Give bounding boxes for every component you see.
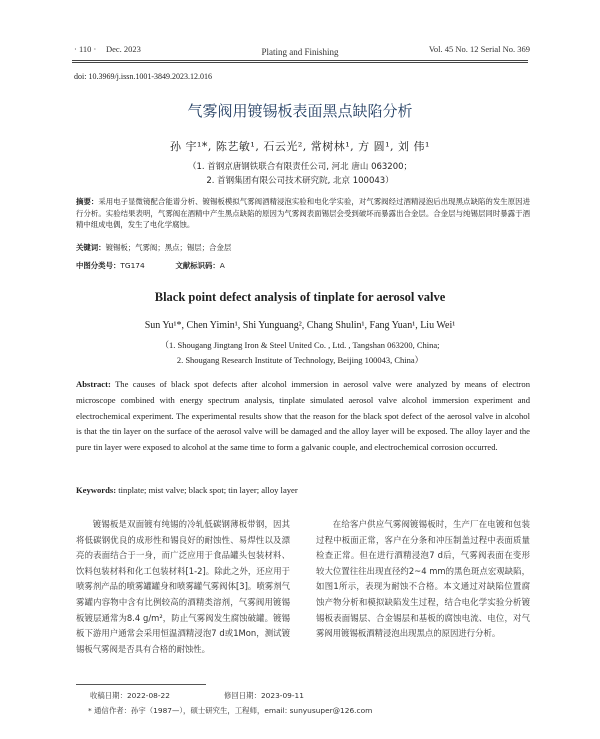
- abstract-en: [76, 377, 530, 456]
- body-column-left: [76, 517, 290, 657]
- keywords-cn: [76, 242, 231, 253]
- received-label: 收稿日期：: [90, 691, 127, 700]
- abstract-cn-label: 摘要：: [76, 197, 99, 206]
- corresponding-author: * 通信作者：孙宇（1987—），硕士研究生，工程师，email: sunyusuper@126.com: [88, 706, 373, 715]
- keywords-en-label: Keywords:: [76, 485, 117, 495]
- body-column-right: [316, 517, 530, 642]
- authors-en: Sun Yu¹*, Chen Yimin¹, Shi Yunguang², Chang Shulin¹, Fang Yuan¹, Liu Wei¹: [144, 320, 456, 331]
- clc-value: TG174: [120, 261, 145, 270]
- doi: doi: 10.3969/j.issn.1001-3849.2023.12.016: [74, 72, 213, 81]
- doc-code-value: A: [219, 261, 225, 270]
- abstract-en-label: Abstract:: [76, 379, 111, 389]
- affiliation-cn-2: 2. 首钢集团有限公司技术研究院, 北京 100043）: [206, 176, 394, 186]
- title-en: Black point defect analysis of tinplate for aerosol valve: [154, 290, 446, 304]
- footnote-rule: [76, 684, 206, 685]
- keywords-cn-text: 镀锡板；气雾阀；黑点；锡层；合金层: [105, 243, 232, 252]
- keywords-en: [76, 485, 298, 495]
- header-rule: [72, 60, 528, 61]
- doc-code-label: 文献标识码：: [175, 261, 220, 270]
- authors-cn: 孙 宇¹*, 陈艺敏¹, 石云光², 常树林¹, 方 圆¹, 刘 伟¹: [170, 140, 430, 153]
- affiliation-en-1: （1. Shougang Jingtang Iron & Steel United Co. , Ltd. , Tangshan 063200, China;: [160, 340, 440, 350]
- page-number: · 110 ·: [74, 44, 97, 54]
- revised-label: 修回日期：: [224, 691, 261, 700]
- body-left-paragraph: 镀锡板是双面镀有纯锡的冷轧低碳钢薄板带钢，因其将低碳钢优良的成形性和锡良好的耐蚀性、易焊性以及漂亮的表面结合于一身，而广泛应用于食品罐头包装材料、饮料包装材料和化工包装材料[1-2]。除此之外，还应用于喷雾剂产品的喷雾罐罐身和喷雾罐气雾阀体[3]。喷雾剂气雾罐内容物中含有比例较高的酒精类溶剂，气雾阀用镀锡板镀层通常为8.4 g/m²，防止气雾阀发生腐蚀破罐。镀锡板下游用户通常会采用恒温酒精浸泡7 d或1Mon，测试镀锡板气雾阀是否具有合格的耐蚀性。: [76, 519, 290, 654]
- issue-date: Dec. 2023: [106, 44, 141, 54]
- classification-cn: [76, 260, 225, 271]
- volume-info: Vol. 45 No. 12 Serial No. 369: [428, 44, 530, 54]
- header-rule-2: [72, 62, 528, 63]
- revised-date: [224, 690, 304, 701]
- title-cn: 气雾阀用镀锡板表面黑点缺陷分析: [187, 102, 413, 120]
- revised-value: 2023-09-11: [260, 691, 304, 700]
- body-right-paragraph: 在给客户供应气雾阀镀锡板时，生产厂在电镀和包装过程中板面正常，客户在分条和冲压制盖过程中表面质量检查正常。但在进行酒精浸泡7 d后，气雾阀表面在变形较大位置往往出现直径约2~4 mm的黑色斑点宏观缺陷，如图1所示，表现为耐蚀不合格。本文通过对缺陷位置腐蚀产物分析和模拟缺陷发生过程，结合电化学实验分析镀锡板表面锡层、合金锡层和基板的腐蚀电流、电位，对气雾阀用镀锡板酒精浸泡出现黑点的原因进行分析。: [316, 519, 530, 639]
- abstract-cn-text: 采用电子显微镜配合能谱分析、镀锡板模拟气雾阀酒精浸泡实验和电化学实验，对气雾阀经过酒精浸泡后出现黑点缺陷的发生原因进行分析。实验结果表明，气雾阀在酒精中产生黑点缺陷的原因为气雾阀表面锡层会受到破坏而暴露出合金层。合金层与纯锡层同时暴露于酒精中组成电偶，发生了电化学腐蚀。: [76, 197, 530, 229]
- keywords-cn-label: 关键词：: [76, 243, 106, 252]
- received-date: [90, 690, 170, 701]
- journal-name: Plating and Finishing: [261, 47, 339, 57]
- abstract-en-text: The causes of black spot defects after alcohol immersion in aerosol valve were analyzed by means of electron microscope combined with energy spectrum analysis, tinplate simulated aerosol valve alcohol immersion experiment and electrochemical experiment. The experimental results show that the reason for the black spot defect of the aerosol valve in alcohol is that the tin layer on the surface of the aerosol valve will be damaged and the alloy layer will be exposed. The alloy layer and the pure tin layer were exposed to alcohol at the same time to form a galvanic couple, and electrochemical corrosion occurred.: [76, 379, 530, 453]
- affiliation-en-2: 2. Shougang Research Institute of Technology, Beijing 100043, China）: [176, 355, 424, 365]
- clc-label: 中图分类号：: [76, 261, 121, 270]
- keywords-en-text: tinplate; mist valve; black spot; tin layer; alloy layer: [118, 485, 298, 495]
- received-value: 2022-08-22: [126, 691, 170, 700]
- abstract-cn: [76, 196, 530, 231]
- affiliation-cn-1: （1. 首钢京唐钢铁联合有限责任公司, 河北 唐山 063200；: [187, 162, 413, 172]
